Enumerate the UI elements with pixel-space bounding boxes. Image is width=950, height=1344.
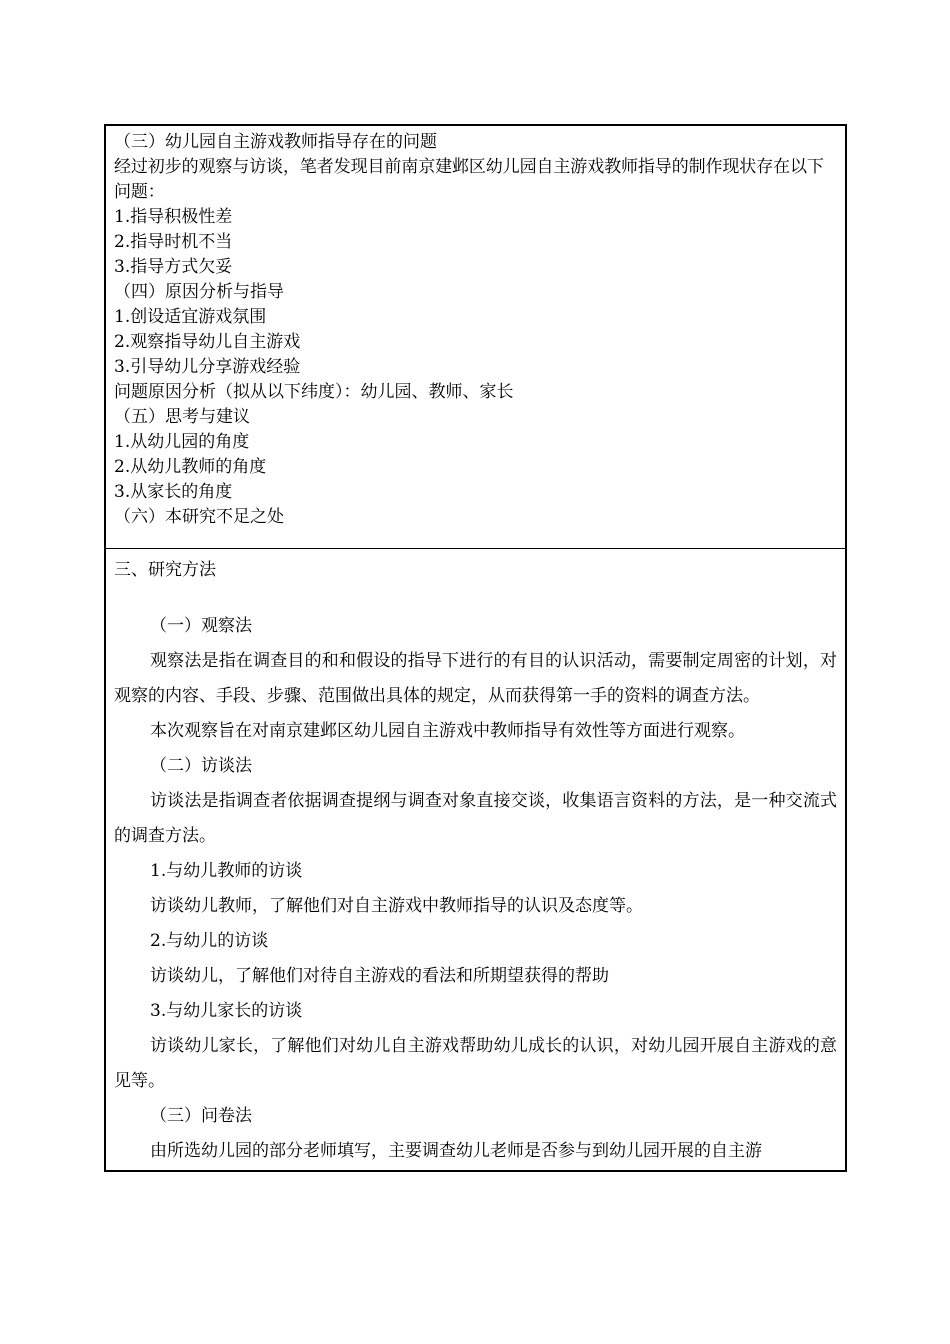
paragraph: 访谈幼儿家长，了解他们对幼儿自主游戏帮助幼儿成长的认识，对幼儿园开展自主游戏的意见等。 [114,1036,837,1091]
list-item: 3.指导方式欠妥 [114,257,233,277]
list-item: 1.从幼儿园的角度 [114,432,250,452]
subsection-title: （三）幼儿园自主游戏教师指导存在的问题 [114,132,437,152]
list-item-title: 2.与幼儿的访谈 [150,931,269,951]
content-table [104,124,847,1172]
problems-cell [106,126,845,549]
subsection-title: （二）访谈法 [150,756,252,776]
paragraph: 观察法是指在调查目的和和假设的指导下进行的有目的认识活动，需要制定周密的计划，对观察的内容、手段、步骤、范围做出具体的规定，从而获得第一手的资料的调查方法。 [114,651,837,706]
paragraph: 访谈幼儿教师，了解他们对自主游戏中教师指导的认识及态度等。 [150,896,643,916]
list-item-title: 3.与幼儿家长的访谈 [150,1001,303,1021]
list-item: 1.创设适宜游戏氛围 [114,307,267,327]
subsection-title: （四）原因分析与指导 [114,282,284,302]
list-item: 1.指导积极性差 [114,207,233,227]
list-item: 2.指导时机不当 [114,232,233,252]
subsection-title: （三）问卷法 [150,1106,252,1126]
subsection-title: （六）本研究不足之处 [114,507,284,527]
paragraph: 问题原因分析（拟从以下纬度）：幼儿园、教师、家长 [114,382,514,402]
paragraph: 访谈幼儿，了解他们对待自主游戏的看法和所期望获得的帮助 [150,966,609,986]
list-item-title: 1.与幼儿教师的访谈 [150,861,303,881]
list-item: 3.引导幼儿分享游戏经验 [114,357,301,377]
paragraph: 由所选幼儿园的部分老师填写，主要调查幼儿老师是否参与到幼儿园开展的自主游 [150,1141,762,1161]
spacer [114,588,837,609]
list-item: 2.观察指导幼儿自主游戏 [114,332,301,352]
section-heading: 三、研究方法 [114,560,216,580]
subsection-title: （一）观察法 [150,616,252,636]
methods-cell [106,549,845,1170]
paragraph: 本次观察旨在对南京建邺区幼儿园自主游戏中教师指导有效性等方面进行观察。 [150,721,745,741]
paragraph: 访谈法是指调查者依据调查提纲与调查对象直接交谈，收集语言资料的方法，是一种交流式的调查方法。 [114,791,837,846]
subsection-title: （五）思考与建议 [114,407,250,427]
list-item: 2.从幼儿教师的角度 [114,457,267,477]
paragraph: 经过初步的观察与访谈，笔者发现目前南京建邺区幼儿园自主游戏教师指导的制作现状存在以下问题： [114,157,824,202]
list-item: 3.从家长的角度 [114,482,233,502]
